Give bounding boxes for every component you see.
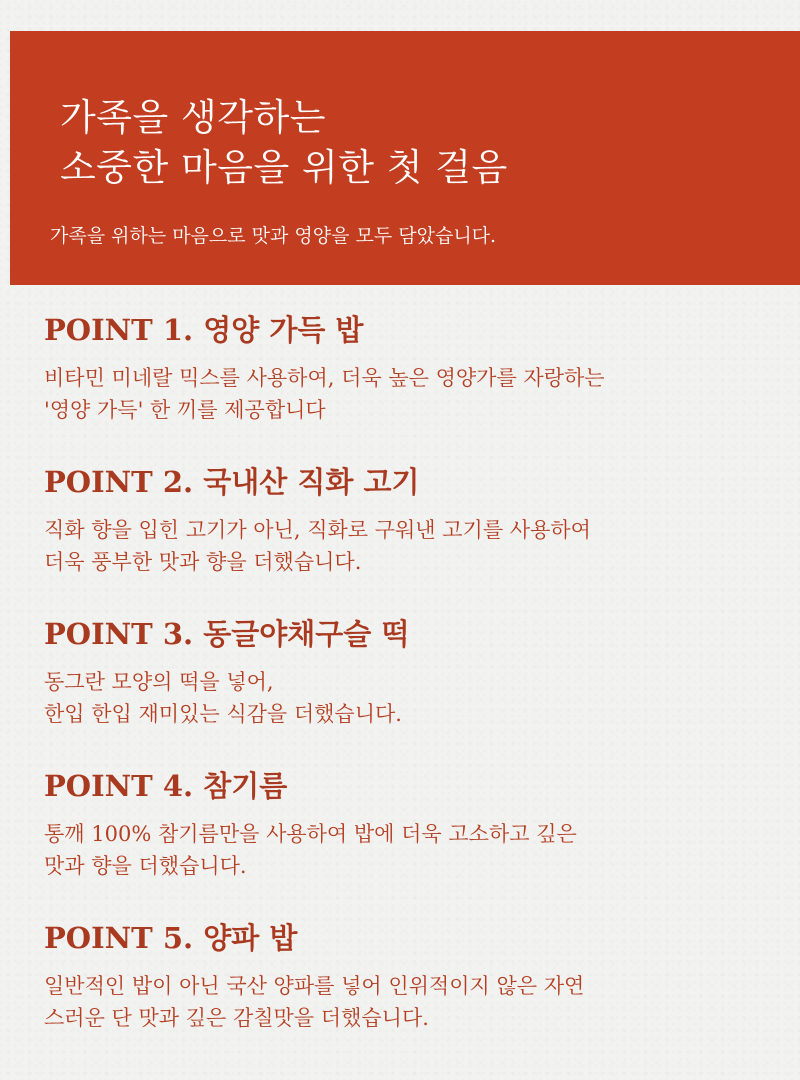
point-description: 일반적인 밥이 아닌 국산 양파를 넣어 인위적이지 않은 자연 스러운 단 맛과 깊은 감칠맛을 더했습니다. — [44, 974, 585, 1030]
hero-title-line-2: 소중한 마음을 위한 첫 걸음 — [60, 146, 508, 189]
point-title: POINT 5. 양파 밥 — [44, 921, 298, 955]
point-description: 직화 향을 입힌 고기가 아닌, 직화로 구워낸 고기를 사용하여 더욱 풍부한 맛과 향을 더했습니다. — [44, 518, 591, 574]
point-description: 비타민 미네랄 믹스를 사용하여, 더욱 높은 영양가를 자랑하는 '영양 가득' 한 끼를 제공합니다 — [44, 366, 605, 422]
point-item-4 — [44, 766, 774, 918]
hero-title — [60, 93, 800, 193]
point-item-2 — [44, 462, 774, 614]
point-title: POINT 2. 국내산 직화 고기 — [44, 465, 420, 499]
point-item-1 — [44, 310, 774, 462]
point-title: POINT 4. 참기름 — [44, 769, 288, 803]
point-title: POINT 1. 영양 가득 밥 — [44, 313, 364, 347]
point-description: 통깨 100% 참기름만을 사용하여 밥에 더욱 고소하고 깊은 맛과 향을 더했습니다. — [44, 822, 577, 878]
hero-banner — [10, 31, 800, 285]
hero-title-line-1: 가족을 생각하는 — [60, 96, 326, 139]
point-description: 동그란 모양의 떡을 넣어, 한입 한입 재미있는 식감을 더했습니다. — [44, 670, 402, 726]
point-title: POINT 3. 동글야채구슬 떡 — [44, 617, 410, 651]
point-item-5 — [44, 918, 774, 1070]
point-list — [44, 310, 774, 1070]
hero-subtitle: 가족을 위하는 마음으로 맛과 영양을 모두 담았습니다. — [50, 225, 497, 247]
point-item-3 — [44, 614, 774, 766]
